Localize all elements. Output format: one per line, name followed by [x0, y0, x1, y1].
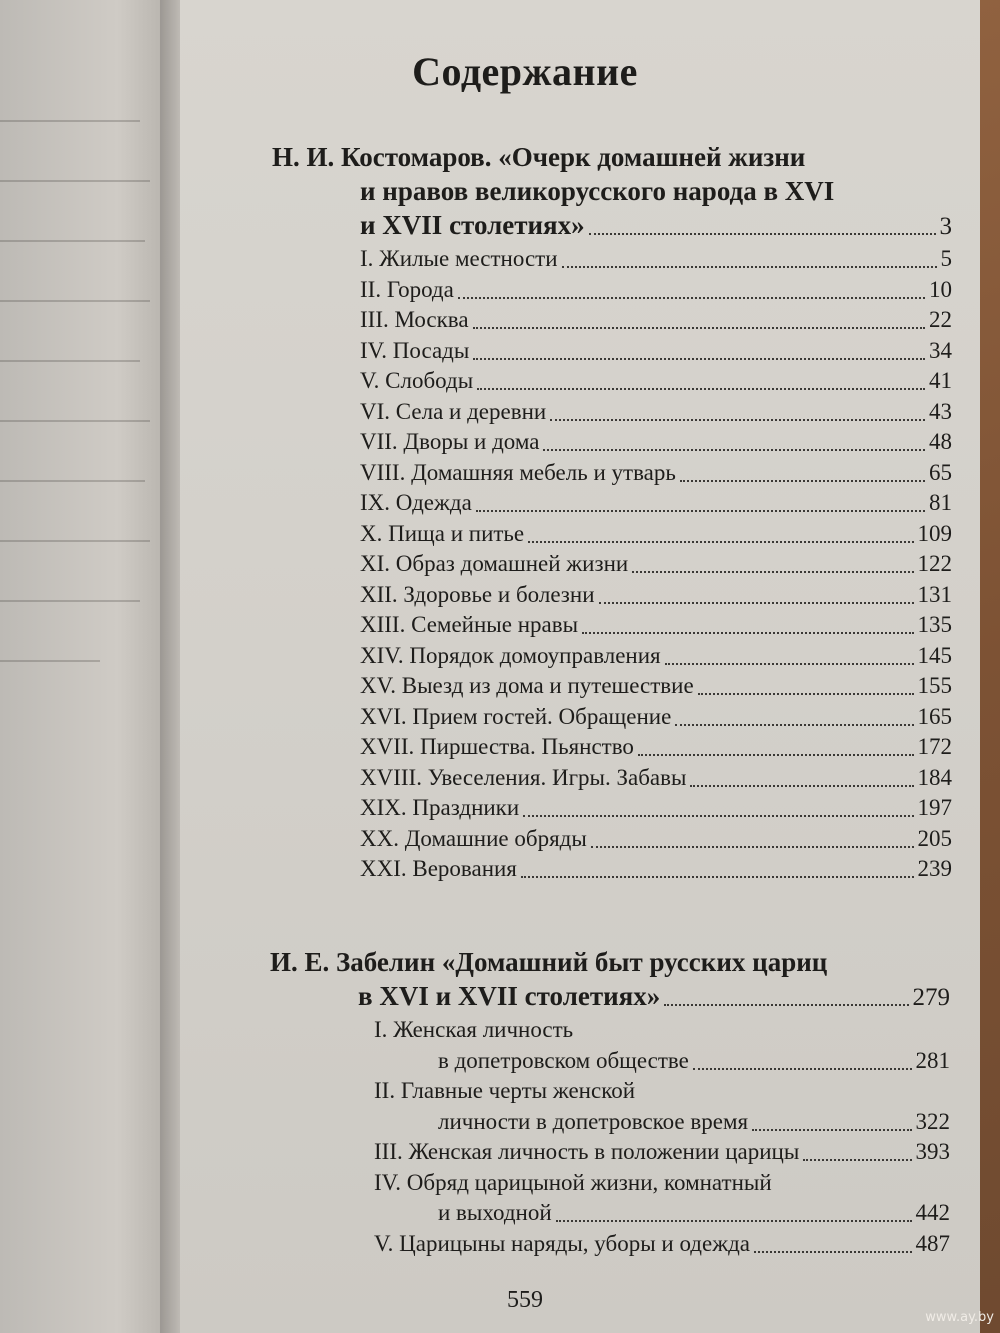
dot-leader: [803, 1153, 911, 1161]
toc-entry-title: XVII. Пиршества. Пьянство: [360, 734, 634, 759]
toc-entry-title: XI. Образ домашней жизни: [360, 551, 629, 576]
toc-entry-title: и XVII столетиях»: [360, 210, 585, 240]
toc-entry: [360, 641, 952, 672]
toc-entry: [360, 305, 952, 336]
dot-leader: [528, 535, 913, 543]
toc-entry: [360, 549, 952, 580]
toc-entry-page: 131: [917, 581, 952, 607]
left-page-text-line: [0, 660, 100, 662]
dot-leader: [458, 291, 925, 299]
dot-leader: [599, 596, 914, 604]
toc-entry-page: 281: [915, 1047, 950, 1073]
dot-leader: [680, 474, 925, 482]
toc-entry-page: 184: [917, 764, 952, 790]
dot-leader: [632, 565, 913, 573]
chapter-list: [270, 1015, 950, 1259]
toc-entry-page: 155: [917, 673, 952, 698]
toc-entry-page: 10: [929, 276, 952, 302]
right-page: [180, 0, 980, 1333]
toc-entry-title: в допетровском обществе: [438, 1047, 689, 1073]
toc-entry: [360, 702, 952, 733]
toc-entry: [360, 763, 952, 794]
toc-entry-first-line: II. Главные черты женской: [374, 1078, 636, 1103]
left-page-text-line: [0, 300, 150, 302]
dot-leader: [562, 260, 937, 268]
toc-entry-page: 81: [929, 490, 952, 515]
toc-entry-page: 279: [912, 984, 950, 1011]
toc-entry-page: 3: [939, 213, 952, 240]
toc-entry-page: 22: [929, 307, 952, 332]
dot-leader: [477, 382, 925, 390]
left-page-text-line: [0, 240, 145, 242]
toc-entry-page: 122: [917, 551, 952, 576]
left-page-text-line: [0, 180, 150, 182]
left-page-text-line: [0, 420, 150, 422]
section-heading-line: и нравов великорусского народа в XVI: [360, 176, 835, 206]
dot-leader: [582, 626, 913, 634]
dot-leader: [675, 718, 913, 726]
section-heading-line: Н. И. Костомаров. «Очерк домашней жизни: [272, 142, 806, 172]
dot-leader: [523, 809, 913, 817]
toc-entry-page: 172: [917, 734, 952, 759]
toc-entry-title: XIII. Семейные нравы: [360, 612, 579, 637]
dot-leader: [638, 748, 914, 756]
toc-entry: [360, 366, 952, 397]
toc-entry: [374, 1229, 950, 1260]
toc-entry-title: XIV. Порядок домоуправления: [360, 642, 661, 668]
dot-leader: [543, 443, 925, 451]
toc-entry: [360, 580, 952, 611]
toc-entry: [272, 208, 952, 244]
toc-entry-page: 109: [917, 520, 952, 546]
toc-entry: [360, 793, 952, 824]
page-title: Содержание: [412, 49, 638, 94]
left-page-text-line: [0, 540, 150, 542]
left-page-text-line: [0, 120, 140, 122]
toc-entry-page: 197: [917, 795, 952, 820]
toc-entry-title: XXI. Верования: [360, 856, 517, 881]
toc-entry-page: 48: [929, 429, 952, 454]
toc-entry-title: II. Города: [360, 276, 454, 302]
left-page-text-line: [0, 360, 140, 362]
toc-entry-title: VIII. Домашняя мебель и утварь: [360, 459, 676, 485]
toc-entry-page: 5: [940, 246, 952, 271]
dot-leader: [473, 321, 925, 329]
toc-entry-page: 442: [915, 1200, 950, 1225]
dot-leader: [664, 998, 908, 1006]
toc-entry-first-line: I. Женская личность: [374, 1017, 574, 1042]
toc-entry-title: XV. Выезд из дома и путешествие: [360, 673, 694, 698]
toc-entry-title: IV. Посады: [360, 337, 470, 363]
toc-entry-title: личности в допетровское время: [438, 1108, 749, 1134]
toc-entry: [374, 1198, 950, 1229]
toc-entry-title: V. Царицыны наряды, уборы и одежда: [374, 1230, 751, 1256]
toc-entry: [360, 824, 952, 855]
toc-entry-title: в XVI и XVII столетиях»: [358, 981, 661, 1011]
dot-leader: [521, 870, 914, 878]
toc-entry-title: I. Жилые местности: [360, 246, 558, 271]
dot-leader: [693, 1062, 912, 1070]
toc-entry-title: XIX. Праздники: [360, 795, 520, 820]
toc-entry: [374, 1107, 950, 1138]
toc-entry: [360, 336, 952, 367]
toc-entry: [360, 427, 952, 458]
toc-section-kostomarov: [272, 140, 952, 885]
section-heading: [270, 945, 950, 979]
watermark: www.ay.by: [925, 1310, 994, 1325]
dot-leader: [754, 1245, 911, 1253]
toc-entry-page: 145: [917, 642, 952, 668]
section-heading-line: И. Е. Забелин «Домашний быт русских цариц: [270, 947, 828, 977]
toc-entry-page: 65: [929, 459, 952, 485]
chapter-list: [272, 244, 952, 885]
toc-entry: [360, 671, 952, 702]
dot-leader: [476, 504, 925, 512]
toc-entry: [360, 275, 952, 306]
toc-entry-title: и выходной: [438, 1200, 552, 1225]
toc-entry-title: IX. Одежда: [360, 490, 472, 515]
dot-leader: [473, 352, 925, 360]
dot-leader: [690, 779, 913, 787]
page-number: 559: [507, 1287, 543, 1313]
toc-entry: [360, 397, 952, 428]
toc-entry: [360, 854, 952, 885]
toc-entry-title: X. Пища и питье: [360, 520, 525, 546]
toc-entry: [360, 519, 952, 550]
toc-entry-page: 393: [915, 1139, 950, 1164]
toc-entry: [374, 1137, 950, 1168]
toc-entry: [360, 488, 952, 519]
dot-leader: [550, 413, 925, 421]
toc-entry: [270, 979, 950, 1015]
toc-entry-title: XVI. Прием гостей. Обращение: [360, 703, 672, 729]
dot-leader: [591, 840, 914, 848]
toc-entry-page: 165: [917, 703, 952, 729]
left-page-text-line: [0, 600, 140, 602]
dot-leader: [698, 687, 914, 695]
dot-leader: [556, 1214, 912, 1222]
toc-entry-page: 43: [929, 398, 952, 424]
toc-entry-title: VI. Села и деревни: [360, 398, 547, 424]
toc-entry-title: III. Женская личность в положении царицы: [374, 1139, 800, 1164]
toc-entry: [360, 244, 952, 275]
toc-entry: [360, 458, 952, 489]
toc-entry-page: 135: [917, 612, 952, 637]
toc-entry-page: 322: [915, 1108, 950, 1134]
section-heading: [272, 140, 952, 208]
toc-entry-page: 205: [917, 825, 952, 851]
toc-entry-page: 41: [929, 368, 952, 393]
toc-entry-title: III. Москва: [360, 307, 469, 332]
toc-entry-title: VII. Дворы и дома: [360, 429, 540, 454]
left-page: [0, 0, 168, 1333]
toc-entry-title: V. Слободы: [360, 368, 474, 393]
toc-entry-title: XX. Домашние обряды: [360, 825, 587, 851]
toc-entry: [360, 610, 952, 641]
toc-entry: [374, 1046, 950, 1077]
toc-entry-title: XVIII. Увеселения. Игры. Забавы: [360, 764, 687, 790]
dot-leader: [752, 1123, 911, 1131]
toc-entry-first-line: IV. Обряд царицыной жизни, комнатный: [374, 1169, 772, 1195]
dot-leader: [589, 227, 936, 235]
toc-entry-page: 487: [915, 1230, 950, 1256]
toc-section-zabelin: [270, 945, 950, 1259]
toc-entry-page: 34: [929, 337, 952, 363]
toc-entry-title: XII. Здоровье и болезни: [360, 581, 595, 607]
dot-leader: [665, 657, 914, 665]
toc-entry-page: 239: [917, 856, 952, 881]
left-page-text-line: [0, 480, 145, 482]
toc-entry: [360, 732, 952, 763]
